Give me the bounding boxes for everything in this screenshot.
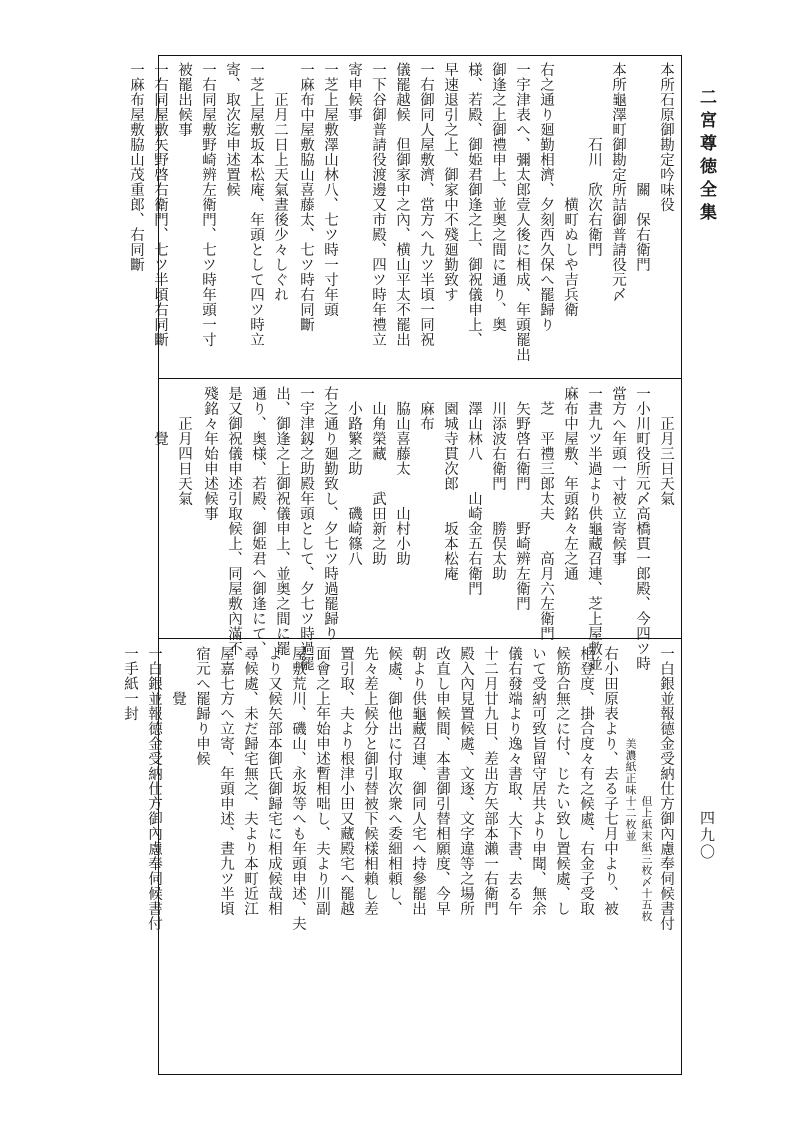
text-column: 澤山林八 山崎金五右衛門 (466, 386, 482, 596)
text-column: 相登度、掛合度々有之候處、右金子受取 (578, 646, 594, 916)
section-divider (159, 638, 681, 639)
text-column: 一右御同人屋敷濟、當方へ九ツ半頃一同祝 (418, 62, 434, 347)
text-column: 正月四日天氣 (176, 386, 192, 506)
text-column: 尋候處、未だ歸宅無之、夫より本町近江 (242, 646, 258, 916)
text-column: 麻布中屋敷、年頭銘々左之通 (562, 386, 578, 581)
text-column: 石川 欣次右衛門 (586, 62, 602, 257)
text-column: 是又御祝儀申述引取候上、同屋敷內滿不 (226, 386, 242, 656)
text-column: 面會之上年始申述暫相咄し、夫より川副 (314, 646, 330, 916)
text-column: 屋敷荒川、磯山、永坂等へも年頭申述、夫 (290, 646, 306, 931)
text-column: 右之通り廻勤致し、夕七ツ時過罷歸り (322, 386, 338, 641)
text-column: 正月三日天氣 (658, 386, 674, 506)
text-column: 一麻布屋敷脇山茂重郎、右同斷 (128, 62, 144, 272)
text-column: 園城寺貫次郎 坂本松庵 (442, 386, 458, 581)
text-column: 儀罷越候 但御家中之內、横山平太不罷出 (394, 62, 410, 347)
text-column: 御逢之上御禮申上、並奥之間に通り、奥 (490, 62, 506, 332)
text-column: 正月二日上天氣晝後少々しぐれ (272, 62, 288, 302)
text-column: 早速退引之上、御家中不殘廻勤致す (442, 62, 458, 302)
text-column: 右之通り廻勤相濟、夕刻西久保へ罷歸り (538, 62, 554, 332)
text-column: 一右同屋敷野崎辨左衛門、七ツ時年頭一寸 (200, 62, 216, 347)
text-column: 本所石原御勘定吟味役 (658, 62, 674, 212)
text-column: 但上紙末紙三枚〆十五枚 (640, 646, 653, 922)
text-column: 覺 (152, 386, 168, 446)
text-column: 一晝九ツ半過より供龜藏召連、芝上屋敷並 (586, 386, 602, 671)
text-column: 屋嘉七方へ立寄、年頭申述、晝九ツ半頃 (218, 646, 234, 916)
text-column: 候筋合無之に付、じたい致し置候處、し (554, 646, 570, 916)
text-column: 一手紙一封 (122, 646, 138, 721)
text-column: 一下谷御普請役渡邊又市殿、四ツ時年禮立 (370, 62, 386, 347)
page-frame (122, 55, 682, 1075)
section-top (128, 62, 677, 374)
text-column: 出、御逢之上御祝儀申上、並奥之間に罷 (274, 386, 290, 656)
text-column: 殘銘々年始申述候事 (202, 386, 218, 521)
section-divider (159, 378, 681, 379)
text-column: 麻布 (418, 386, 434, 431)
text-column: 横町ぬしや吉兵衛 (562, 62, 578, 317)
text-column: 矢野啓右衛門 野崎辨左衛門 (514, 386, 530, 611)
text-column: 儀右發端より逸々書取、大下書、去る午 (506, 646, 522, 916)
text-column: 覺 (170, 646, 186, 706)
section-bottom (122, 646, 677, 1066)
text-column: 候處、御他出に付取次衆へ委細相頼し、 (386, 646, 402, 916)
text-column: 寄、取次迄申述置候 (224, 62, 240, 197)
text-column: 當方へ年頭一寸被立寄候事 (610, 386, 626, 566)
text-column: 右小田原表より、去る子七月中より、被 (602, 646, 618, 916)
text-column: 一白銀並報德金受納仕方御內慮奉伺候書付 (658, 646, 674, 931)
text-column: 被罷出候事 (176, 62, 192, 137)
text-column: 改直し申候間、本書御引替相願度、今早 (434, 646, 450, 916)
page-number: 四九〇 (698, 810, 716, 861)
text-column: 美濃紙正味十二枚並 (624, 646, 637, 842)
text-column: 芝 平禮三郎太夫 高月六左衛門 (538, 386, 554, 641)
text-column: 一右同屋敷矢野啓右衛門、七ツ半頃右同斷 (152, 62, 168, 347)
text-column: 一芝上屋敷澤山林八、七ツ時一寸年頭 (322, 62, 338, 317)
text-column: 川添波右衛門 勝俣太助 (490, 386, 506, 581)
text-column: 關 保右衛門 (634, 62, 650, 272)
text-column: 脇山喜藤太 山村小助 (394, 386, 410, 566)
text-column: 一小川町役所元〆高橋貫一郎殿、今四ツ時 (634, 386, 650, 671)
text-column: 宿元へ罷歸り申候 (194, 646, 210, 766)
text-column: 一宇津表へ、彌太郎壹人後に相成、年頭罷出 (514, 62, 530, 362)
text-column: 小路繁之助 磯崎篠八 (346, 386, 362, 566)
book-title: 二宮尊徳全集 (696, 88, 716, 226)
text-column: 様、若殿、御姫君御逢之上、御祝儀申上、 (466, 62, 482, 347)
text-column: 一宇津釼之助殿年頭として、夕七ツ時過罷 (298, 386, 314, 671)
text-column: 置引取、夫より根津小田又藏殿宅へ罷越 (338, 646, 354, 916)
text-column: 十二月廿九日、差出方矢部本瀨一右衛門 (482, 646, 498, 916)
text-column: より又候矢部本御氏御歸宅に相成候哉相 (266, 646, 282, 916)
text-column: 先々差上候分と御引替被下候樣相賴し差 (362, 646, 378, 916)
text-column: 朝より供龜藏召連、御同人宅へ持參罷出 (410, 646, 426, 916)
text-column: 山角榮藏 武田新之助 (370, 386, 386, 566)
text-column: 一麻布中屋敷脇山喜藤太、七ツ時右同斷 (298, 62, 314, 332)
text-column: 本所龜澤町御勘定所詰御普請役元〆 (610, 62, 626, 302)
text-column: 通り、奥様、若殿、御姫君へ御逢にて、 (250, 386, 266, 656)
text-column: 一芝上屋敷坂本松庵、年頭として四ツ時立 (248, 62, 264, 347)
text-column: いて受納可致旨留守居共より申聞、無余 (530, 646, 546, 916)
text-column: 寄申候事 (346, 62, 362, 122)
section-middle (152, 386, 677, 671)
text-column: 一白銀並報德金受納仕方御內慮奉伺候書付 (146, 646, 162, 931)
text-column: 殿入內見置候處、文逐、文字違等之場所 (458, 646, 474, 916)
